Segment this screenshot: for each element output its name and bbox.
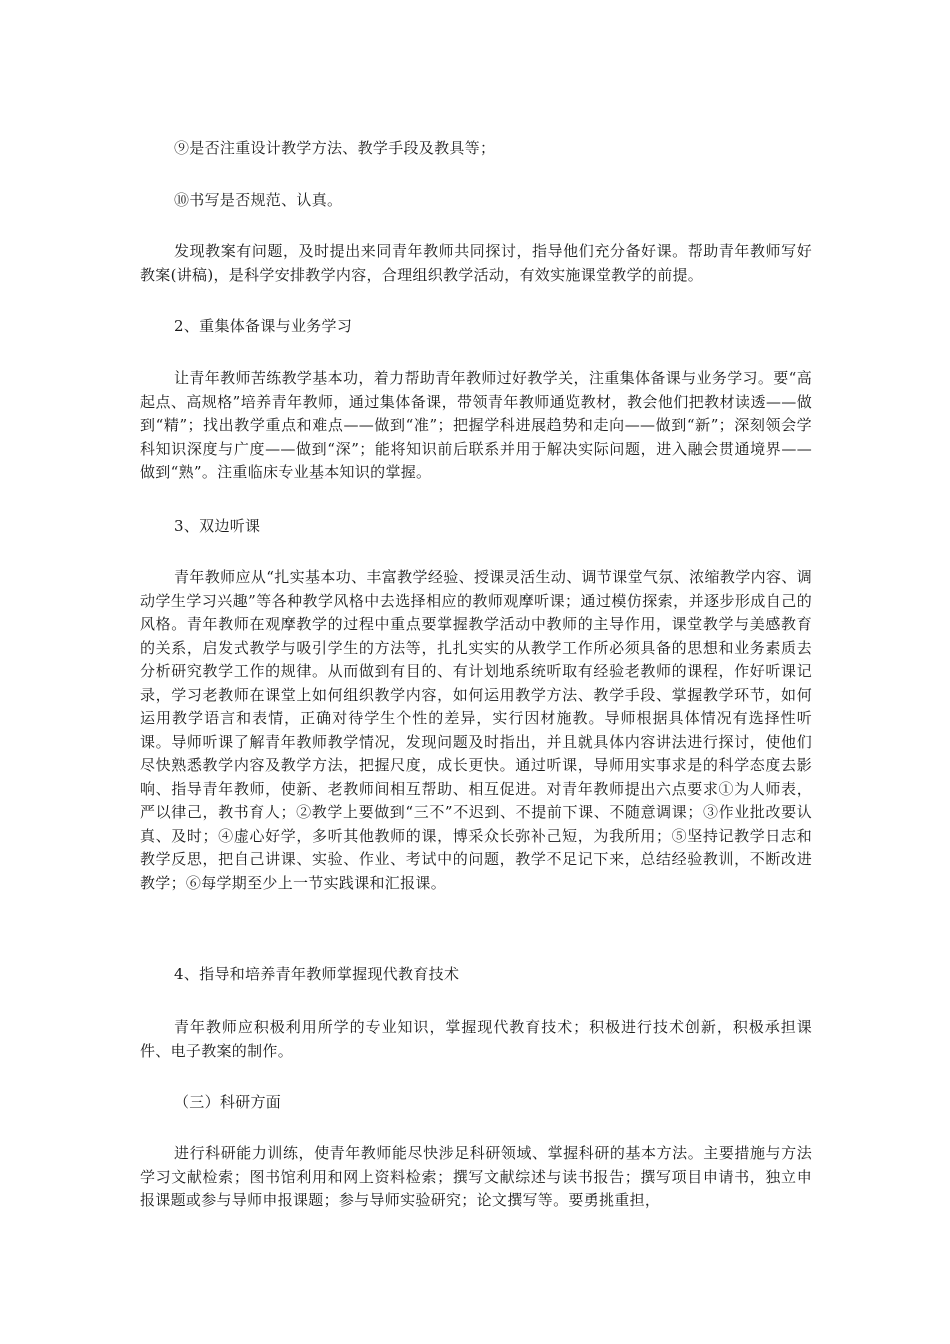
list-item-9: ⑨是否注重设计教学方法、教学手段及教具等；	[174, 139, 496, 157]
section-heading-3: 3、双边听课	[174, 517, 261, 535]
paragraph-lesson-observation: 青年教师应从“扎实基本功、丰富教学经验、授课灵活生动、调节课堂气氛、浓缩教学内容、调动学生学习兴趣”等各种教学风格中去选择相应的教师观摩听课；通过模仿探索，并逐步形成自己的风格。青年教师在观摩教学的过程中重点要掌握教学活动中教师的主导作用，课堂教学与美感教育的关系，启发式教学与吸引学生的方法等，扎扎实实的从教学工作所必须具备的思想和业务素质去分析研究教学工作的规律。从而做到有目的、有计划地系统听取有经验老教师的课程，作好听课记录，学习老教师在课堂上如何组织教学内容，如何运用教学方法、教学手段、掌握教学环节，如何运用教学语言和表情，正确对待学生个性的差异，实行因材施教。导师根据具体情况有选择性听课。导师听课了解青年教师教学情况，发现问题及时指出，并且就具体内容讲法进行探讨，使他们尽快熟悉教学内容及教学方法，把握尺度，成长更快。通过听课，导师用实事求是的科学态度去影响、指导青年教师，使新、老教师间相互帮助、相互促进。对青年教师提出六点要求①为人师表，严以律己，教书育人；②教学上要做到“三不”不迟到、不提前下课、不随意调课；③作业批改要认真、及时；④虚心好学，多听其他教师的课，博采众长弥补己短，为我所用；⑤坚持记教学日志和教学反思，把自己讲课、实验、作业、考试中的问题，教学不足记下来，总结经验教训，不断改进教学；⑥每学期至少上一节实践课和汇报课。	[140, 568, 812, 892]
section-heading-4: 4、指导和培养青年教师掌握现代教育技术	[174, 965, 460, 983]
list-item-10: ⑩书写是否规范、认真。	[174, 191, 343, 209]
section-heading-2: 2、重集体备课与业务学习	[174, 317, 353, 335]
paragraph-collective-preparation: 让青年教师苦练教学基本功，着力帮助青年教师过好教学关，注重集体备课与业务学习。要“高起点、高规格”培养青年教师，通过集体备课，带领青年教师通览教材，教会他们把教材读透——做到“精”；找出教学重点和难点——做到“准”；把握学科进展趋势和走向——做到“新”；深刻领会学科知识深度与广度——做到“深”；能将知识前后联系并用于解决实际问题，进入融会贯通境界——做到“熟”。注重临床专业基本知识的掌握。	[140, 369, 812, 481]
section-heading-research: （三）科研方面	[174, 1093, 282, 1111]
paragraph-lesson-plan: 发现教案有问题，及时提出来同青年教师共同探讨，指导他们充分备好课。帮助青年教师写好教案(讲稿)，是科学安排教学内容，合理组织教学活动，有效实施课堂教学的前提。	[140, 242, 812, 284]
paragraph-education-technology: 青年教师应积极利用所学的专业知识，掌握现代教育技术；积极进行技术创新，积极承担课件、电子教案的制作。	[140, 1018, 812, 1060]
paragraph-research: 进行科研能力训练，使青年教师能尽快涉足科研领域、掌握科研的基本方法。主要措施与方法学习文献检索；图书馆利用和网上资料检索；撰写文献综述与读书报告；撰写项目申请书，独立申报课题或参与导师申报课题；参与导师实验研究；论文撰写等。要勇挑重担，	[140, 1144, 812, 1209]
